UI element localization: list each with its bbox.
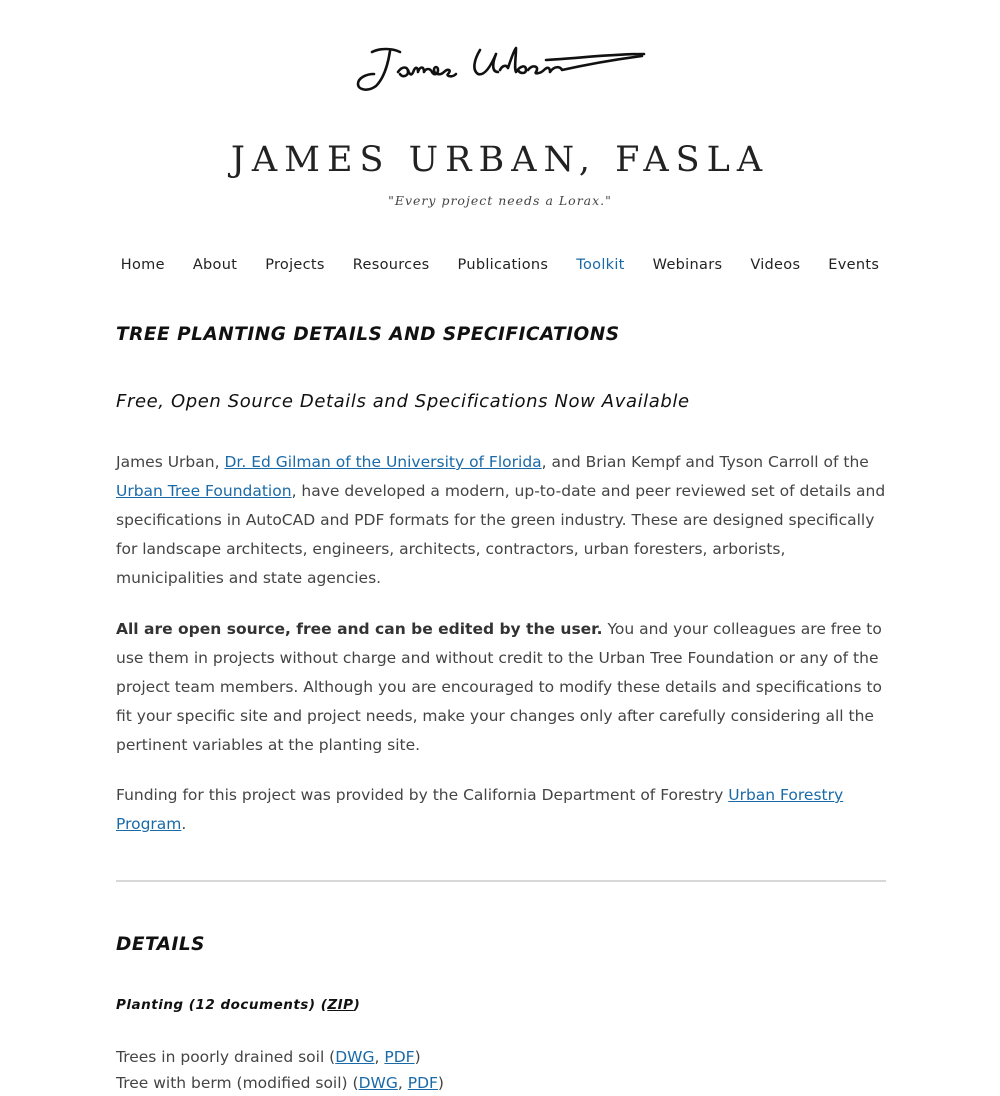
list-item <box>116 1070 886 1096</box>
signature-logo[interactable] <box>350 40 650 96</box>
nav-webinars[interactable]: Webinars <box>652 257 723 273</box>
link-urban-forestry-program[interactable]: Urban Forestry Program <box>116 786 844 833</box>
list-item <box>116 1044 886 1070</box>
funding-paragraph <box>116 781 886 839</box>
doc-dwg-link[interactable]: DWG <box>335 1048 375 1066</box>
doc-end: ) <box>414 1048 421 1066</box>
funding-text: Funding for this project was provided by the California Department of Forestry <box>116 786 729 804</box>
doc-pdf-link[interactable]: PDF <box>384 1048 415 1066</box>
nav-about[interactable]: About <box>192 257 238 273</box>
section-divider <box>116 880 886 882</box>
page-subheading: Free, Open Source Details and Specifications Now Available <box>116 391 690 412</box>
intro-text-2: , and Brian Kempf and Tyson Carroll of the <box>541 453 869 471</box>
doc-label: Tree with berm (modified soil) ( <box>116 1074 359 1092</box>
doc-label: Trees in poorly drained soil ( <box>116 1048 336 1066</box>
details-heading: DETAILS <box>116 934 205 955</box>
license-text: You and your colleagues are free to use them in projects without charge and without credit to the Urban Tree Foundation or any of the project team members. Although you are encouraged to modify these details and specifications to fit your specific site and project needs, make your changes only after carefully considering all the pertinent variables at the planting site. <box>116 620 883 754</box>
intro-paragraph <box>116 448 886 593</box>
site-tagline: "Every project needs a Lorax." <box>388 193 612 208</box>
main-nav <box>0 254 1000 276</box>
nav-events[interactable]: Events <box>828 257 880 273</box>
planting-zip-link[interactable]: ZIP <box>327 997 354 1013</box>
link-ed-gilman[interactable]: Dr. Ed Gilman of the University of Florida <box>224 453 542 471</box>
site-title[interactable]: JAMES URBAN, FASLA <box>230 140 770 180</box>
nav-videos[interactable]: Videos <box>750 257 801 273</box>
funding-end: . <box>181 815 187 833</box>
nav-publications[interactable]: Publications <box>457 257 549 273</box>
document-list <box>116 1044 886 1096</box>
license-paragraph <box>116 615 886 760</box>
planting-group-label: Planting (12 documents) ( <box>116 997 328 1013</box>
doc-dwg-link[interactable]: DWG <box>358 1074 398 1092</box>
nav-resources[interactable]: Resources <box>352 257 430 273</box>
doc-pdf-link[interactable]: PDF <box>407 1074 438 1092</box>
link-urban-tree-foundation[interactable]: Urban Tree Foundation <box>116 482 292 500</box>
doc-end: ) <box>437 1074 444 1092</box>
doc-sep: , <box>397 1074 408 1092</box>
intro-text-3: , have developed a modern, up-to-date and peer reviewed set of details and specifications in AutoCAD and PDF formats for the green industry. These are designed specifically for landscape architects, engineers, architects, contractors, urban foresters, arborists, municipalities and state agencies. <box>116 482 886 587</box>
main-content <box>116 320 886 1096</box>
nav-toolkit[interactable]: Toolkit <box>576 257 625 273</box>
doc-sep: , <box>374 1048 385 1066</box>
nav-home[interactable]: Home <box>120 257 165 273</box>
planting-group-end: ) <box>353 997 361 1013</box>
intro-text-1: James Urban, <box>116 453 225 471</box>
page-heading: TREE PLANTING DETAILS AND SPECIFICATIONS <box>116 324 620 345</box>
license-bold-text: All are open source, free and can be edited by the user. <box>116 620 603 638</box>
planting-group-heading <box>116 994 886 1016</box>
nav-projects[interactable]: Projects <box>265 257 325 273</box>
